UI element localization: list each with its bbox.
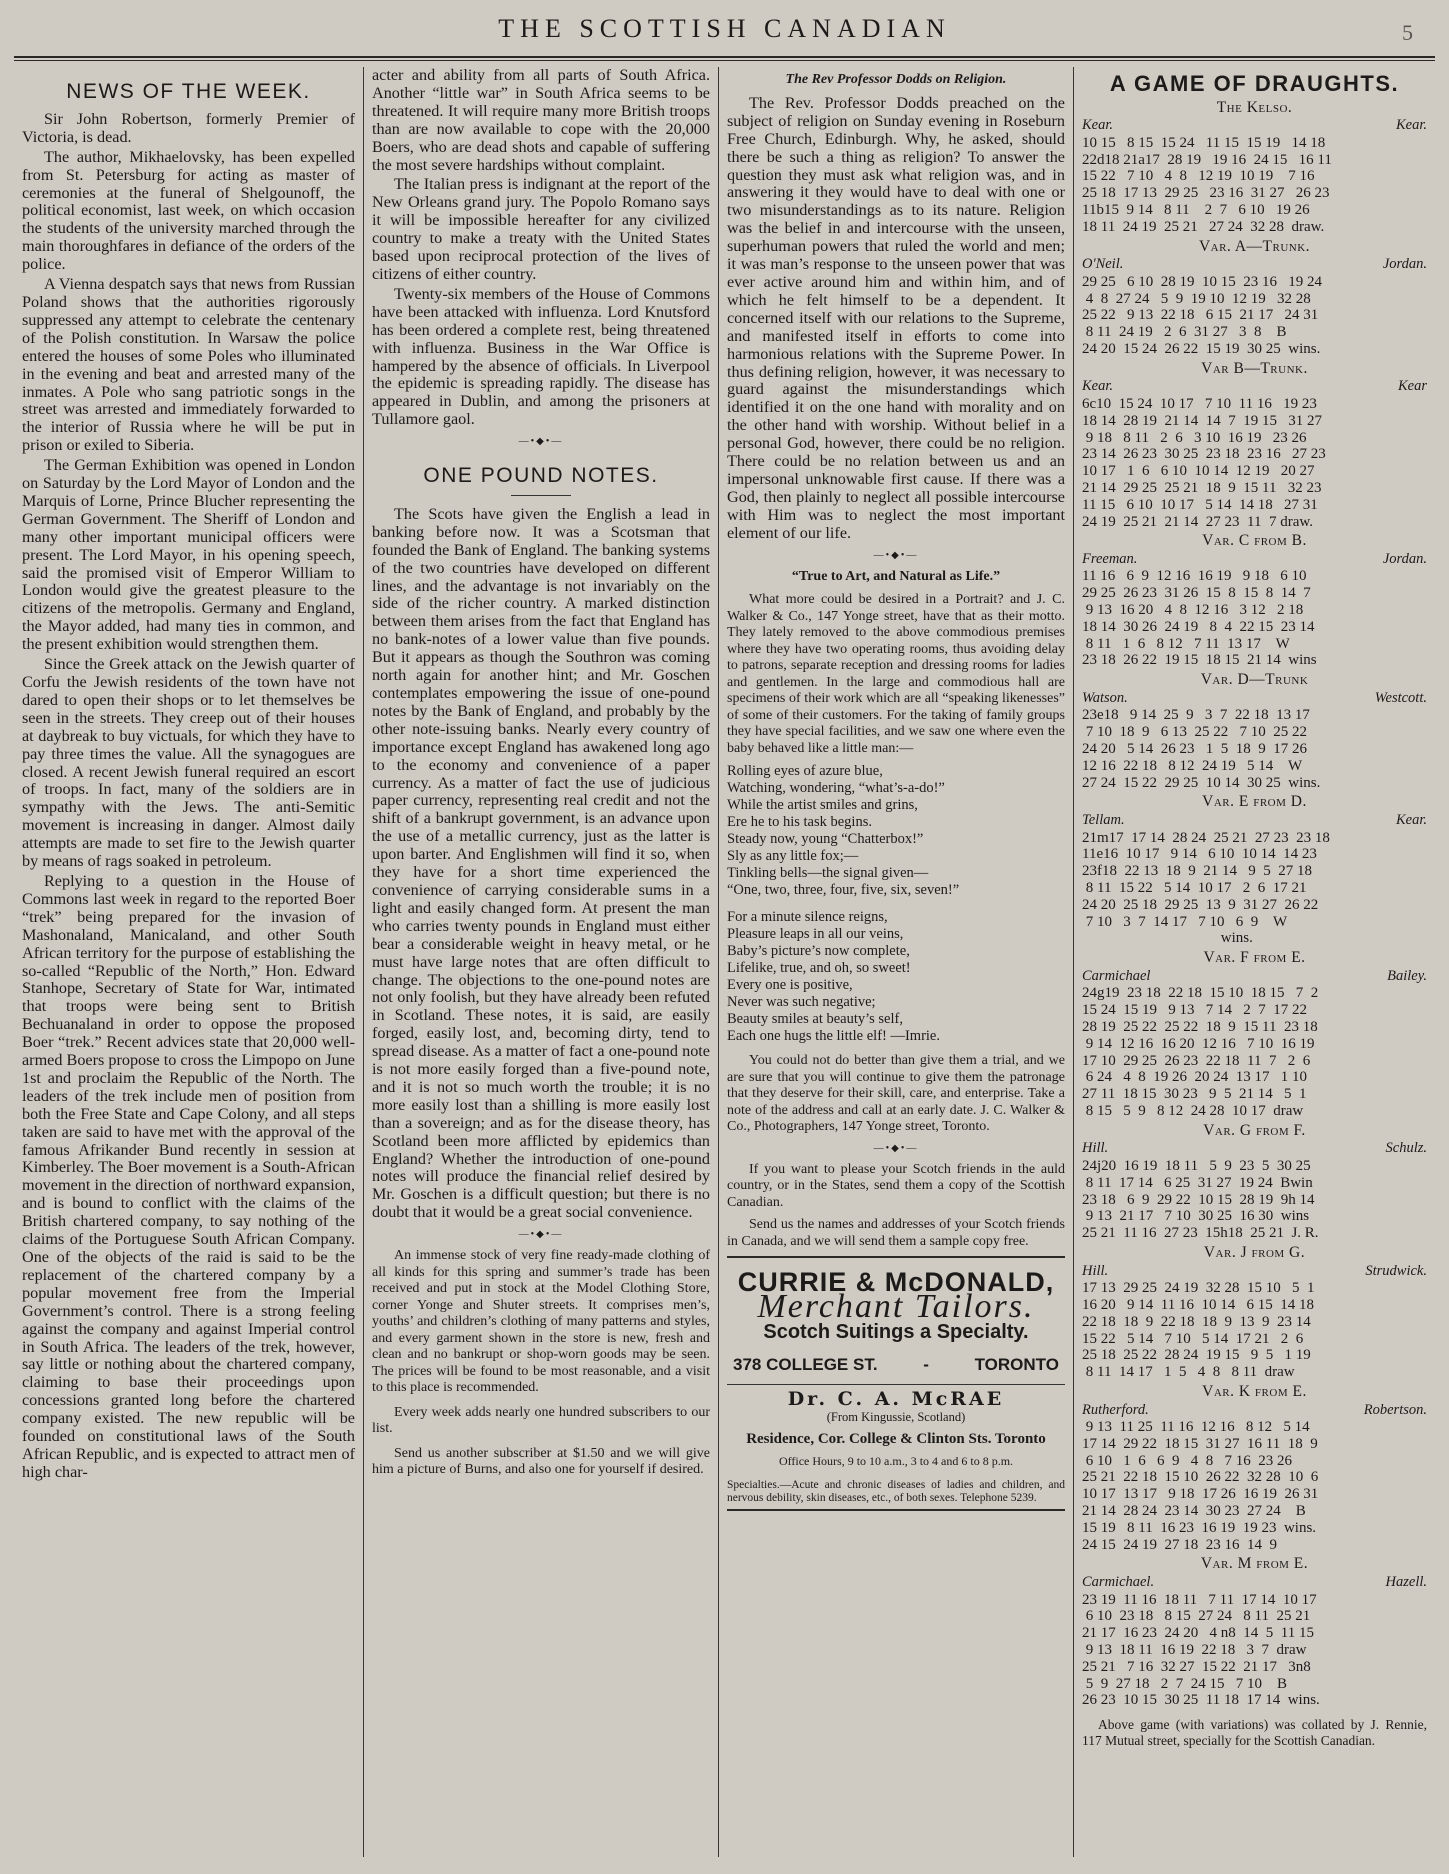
variation-players [1082, 812, 1427, 830]
draughts-variation [1082, 360, 1427, 531]
poem-line: “One, two, three, four, five, six, seven!” [727, 882, 960, 899]
draughts-variation [1082, 671, 1427, 791]
variation-players [1082, 968, 1427, 986]
player-right: Strudwick. [1365, 1262, 1427, 1279]
variation-title: Var. K from E. [1202, 1382, 1307, 1400]
draughts-variation [1082, 532, 1427, 669]
tailor-trade: Merchant Tailors. [757, 1288, 1035, 1326]
sample-copy-notice: Send us the names and addresses of your Scotch friends in Canada, and we will send them a sample copy free. [727, 1217, 1065, 1249]
column-notes [364, 67, 719, 1857]
draughts-variation [1082, 1122, 1427, 1242]
poem-line: Baby’s picture’s now complete, [727, 943, 910, 960]
draughts-variation [1082, 1383, 1427, 1554]
variation-moves: 29 25 6 10 28 19 10 15 23 16 19 24 4 8 27 24 5 9 19 10 12 19 32 28 25 22 9 13 22 18 6 15 21 17 24 31 8 11 24 19 2 6 31 27 3 8 B 24 20 15 24 26 22 15 19 30 25 wins. [1082, 273, 1322, 357]
variation-moves: 11 16 6 9 12 16 16 19 9 18 6 10 29 25 26 23 31 26 15 8 15 8 14 7 9 13 16 20 4 8 12 16 3 12 2 18 18 14 30 26 24 19 8 4 22 15 23 14 8 11 1 6 8 12 7 11 13 17 W 23 18 26 22 19 15 18 15 21 14 wins [1082, 568, 1317, 669]
news-paragraph: The German Exhibition was opened in London on Saturday by the Lord Mayor of London and the Marquis of Lorne, Prince Blucher representing the German Government. The Sheriff of London and many other important municipal officers were present. The Lord Mayor, in his opening speech, said the promised visit of Emperor William to London would give the greatest pleasure to the citizens of the metropolis. Germany and England, the Mayor added, had many ties in common, and the present exhibition would strengthen them. [22, 456, 355, 654]
masthead-title: THE SCOTTISH CANADIAN [498, 14, 951, 43]
draughts-variation [1082, 238, 1427, 358]
variation-title: Var. D—Trunk [1200, 671, 1309, 689]
tailor-city: TORONTO [974, 1355, 1059, 1374]
masthead-rule [14, 56, 1435, 61]
friends-notice: If you want to please your Scotch friends in the auld country, or in the States, send them a copy of the Scottish Canadian. [727, 1161, 1065, 1210]
player-left: Kear. [1082, 378, 1114, 395]
draughts-game [1082, 99, 1427, 1710]
pound-notes-article: The Scots have given the English a lead in banking before now. It was a Scotsman that founded the Bank of England. The banking systems of the two countries have developed on different lines, and the advantage is not invariably on the side of the richer country. A marked distinction between them arises from the fact that England has no bank-notes of a lower value than five pounds. But it appears as though the Southron was coming north again for another hint; and Mr. Goschen contemplates empowering the issue of one-pound notes by the Bank of England, and probably by the other note-issuing banks. Nearly every country of importance except England has awakened long ago to the economy and convenience of a paper currency. As a matter of fact the use of judicious paper currency, representing real credit and not the shift of a bankrupt government, is an advance upon the use of a metallic currency, just as the latter is upon barter. And Englishmen will find it so, when they have for a short time experienced the convenience of carrying considerable sums in a light and easily changed form. At present the man who carries twenty pounds in England must either bear a considerable weight in heavy metal, or he must have large notes that are often difficult to change. The objections to the one-pound notes are not only foolish, but they have already been refuted in Scotland. These notes, it is said, are easily forged, easily lost, and, becoming dirty, tend to spread disease. As a matter of fact a one-pound note is not more easily forged than a five-pound note, and it is not so much worth the trouble; it is no more easily lost than a shilling is more easily lost than a sovereign; and as for the disease theory, has Scotland been more afflicted by epidemics than England? Whether the introduction of one-pound notes will produce the financial relief desired by Mr. Goschen is a difficult question; but there is no doubt that it would be a great social convenience. [372, 504, 710, 1222]
poem-line: Beauty smiles at beauty’s self, [727, 1011, 903, 1028]
news-paragraph: A Vienna despatch says that news from Russian Poland shows that the authorities rigorously suppressed any attempt to celebrate the centenary of the Polish constitution. In Warsaw the police entered the houses of some Poles who illuminated in the evening and beat and arrested many of the inmates. A Pole who sang patriotic songs in the street was arrested and immediately forwarded to the interior of Russia where he will be put in prison or exiled to Siberia. [22, 275, 355, 455]
heading-rule [511, 495, 571, 496]
poem-line: Each one hugs the little elf! —Imrie. [727, 1028, 940, 1045]
tailor-street: 378 COLLEGE ST. [733, 1355, 878, 1374]
page-number: 5 [1402, 20, 1413, 45]
poem-stanza-gap [727, 899, 1065, 909]
draughts-variation [1082, 949, 1427, 1120]
variation-moves: 17 13 29 25 24 19 32 28 15 10 5 1 16 20 9 14 11 16 10 14 6 15 14 18 22 18 18 9 22 18 18 9 13 9 23 14 15 22 5 14 7 10 5 14 17 21 2 6 25 18 25 22 28 24 19 15 9 5 1 19 8 11 14 17 1 5 4 8 8 11 draw [1082, 1280, 1315, 1381]
player-left: Carmichael. [1082, 1574, 1155, 1591]
variation-moves: 23 19 11 16 18 11 7 11 17 14 10 17 6 10 23 18 8 15 27 24 8 11 25 21 21 17 16 23 24 20 4 n8 14 5 11 15 9 13 18 11 16 19 22 18 3 7 draw 25 21 7 16 32 27 15 22 21 17 3n8 5 9 27 18 2 7 24 15 7 10 B 26 23 10 15 30 25 11 18 17 14 wins. [1082, 1591, 1320, 1709]
clothing-notice: An immense stock of very fine ready-made clothing of all kinds for this spring and summer’s trade has been received and put in stock at the Model Clothing Store, corner Yonge and Shuter streets. It comprises men’s, youths’ and children’s clothing of many patterns and styles, and every garment shown in the store is new, fresh and clean and no bankrupt or shop-worn goods may be seen. The prices will be found to be most reasonable, and a visit to this place is recommended. [372, 1248, 710, 1396]
variation-players [1082, 256, 1427, 274]
ornament-divider: —•◆•— [518, 436, 564, 448]
player-left: Kear. [1082, 117, 1114, 134]
variation-title: Var. J from G. [1203, 1243, 1306, 1261]
news-paragraph: The Italian press is indignant at the report of the New Orleans grand jury. The Popolo Romano says it will be impossible hereafter for any civilized country to make a treaty with the United States based upon reciprocal protection of the lives of citizens of either country. [372, 175, 710, 283]
column-news [14, 67, 364, 1857]
poem-line: Tinkling bells—the signal given— [727, 865, 929, 882]
draughts-variation [1082, 99, 1427, 236]
column-religion [719, 67, 1074, 1857]
ornament-divider: —•◆•— [873, 1142, 919, 1154]
variation-moves: 9 13 11 25 11 16 12 16 8 12 5 14 17 14 29 22 18 15 31 27 16 11 18 9 6 10 1 6 6 9 4 8 7 16 23 26 25 21 22 18 15 10 26 22 32 28 10 6 10 17 13 17 9 18 17 26 16 19 26 31 21 14 28 24 23 14 30 23 27 24 B 15 19 8 11 16 23 16 19 19 23 wins. 24 15 24 19 27 18 23 16 14 9 [1082, 1419, 1319, 1553]
subscribers-notice: Every week adds nearly one hundred subscribers to our list. [372, 1404, 710, 1437]
news-heading: NEWS OF THE WEEK. [66, 80, 311, 103]
news-paragraph: Since the Greek attack on the Jewish quarter of Corfu the Jewish residents of the town have not dared to open their shops or to let themselves be seen in the streets. They creep out of their houses at daybreak to buy victuals, for which they have to pay three times the value. All the synagogues are closed. A recent Jewish funeral required an escort of troops. In fact, many of the soldiers are in sympathy with the Jews. The anti-Semitic movement is increasing in danger. Almost daily attempts are made to set fire to the Jewish quarter by means of rags soaked in petroleum. [22, 655, 355, 871]
draughts-credit: Above game (with variations) was collated by J. Rennie, 117 Mutual street, specially for the Scottish Canadian. [1082, 1717, 1427, 1749]
column-draughts [1074, 67, 1435, 1857]
news-paragraph: The author, Mikhaelovsky, has been expelled from St. Petersburg for acting as master of ceremonies at the funeral of Shelgounoff, the political economist, last week, on which occasion the students of the university marched through the main thoroughfares in defiance of the orders of the police. [22, 147, 355, 274]
player-left: Carmichael [1082, 967, 1151, 984]
player-right: Jordan. [1382, 550, 1427, 567]
news-continuation: acter and ability from all parts of South Africa. Another “little war” in South Africa seems to be threatened. It will require many more British troops than are now available to cope with the 20,000 Boers, who are dead shots and capable of suffering the most severe hardships without complaint. [372, 67, 710, 174]
player-right: Robertson. [1363, 1401, 1427, 1418]
variation-moves: 24j20 16 19 18 11 5 9 23 5 30 25 8 11 17 14 6 25 31 27 19 24 Bwin 23 18 6 9 29 22 10 15 28 19 9h 14 9 13 21 17 7 10 30 25 16 30 wins 25 21 11 16 27 23 15h18 25 21 J. R. [1082, 1157, 1319, 1242]
ornament-divider: —•◆•— [873, 549, 919, 561]
poem-line: Ere he to his task begins. [727, 814, 872, 831]
news-paragraph: Twenty-six members of the House of Commons have been attacked with influenza. Lord Knutsford has been ordered a complete rest, being threatened with influenza. Business in the War Office is hampered by the absence of officials. In Liverpool the epidemic is spreading rapidly. The disease has appeared in Dublin, and among the prisoners at Tullamore gaol. [372, 284, 710, 429]
player-right: Bailey. [1387, 967, 1427, 984]
player-right: Westcott. [1374, 689, 1427, 706]
doctor-specialties: Specialties.—Acute and chronic diseases of ladies and children, and nervous debility, skin diseases, etc., of both sexes. Telephone 5239. [727, 1478, 1065, 1504]
player-left: O'Neil. [1082, 256, 1124, 273]
player-right: Schulz. [1385, 1140, 1427, 1157]
pound-notes-heading: ONE POUND NOTES. [423, 464, 659, 488]
poem-line: Watching, wondering, “what’s-a-do!” [727, 780, 945, 797]
doctor-origin: (From Kingussie, Scotland) [826, 1409, 966, 1424]
variation-players [1082, 690, 1427, 708]
draughts-variation [1082, 1244, 1427, 1381]
doctor-residence: Residence, Cor. College & Clinton Sts. Toronto [746, 1430, 1046, 1447]
player-right: Hazell. [1385, 1574, 1427, 1591]
poem-line: Sly as any little fox;— [727, 848, 859, 865]
walker-article: What more could be desired in a Portrait? and J. C. Walker & Co., 147 Yonge street, have that as their motto. They lately removed to the above commodious premises where they have two operating rooms, thus avoiding delay to patrons, separate reception and dressing rooms for ladies and gentlemen. In the large and commodious hall are specimens of their work which are all “speaking likenesses” of some of their customers. For the taking of family groups they have special facilities, and we saw one where even the baby behaved like a little man:— [727, 592, 1065, 756]
address-dash: - [923, 1355, 929, 1374]
poem-line: For a minute silence reigns, [727, 909, 888, 926]
poem-line: Steady now, young “Chatterbox!” [727, 831, 924, 848]
poem-line: Lifelike, true, and oh, so sweet! [727, 960, 911, 977]
variation-moves: 10 15 8 15 15 24 11 15 15 19 14 18 22d18 21a17 28 19 19 16 24 15 16 11 15 22 7 10 4 8 12 19 10 19 7 16 25 18 17 13 29 25 23 16 31 27 26 23 11b15 9 14 8 11 2 7 6 10 19 26 18 11 24 19 25 21 27 24 32 28 draw. [1082, 134, 1332, 235]
player-left: Tellam. [1082, 812, 1125, 829]
variation-title: Var. E from D. [1202, 793, 1307, 811]
poem-line: While the artist smiles and grins, [727, 797, 918, 814]
player-right: Jordan. [1382, 256, 1427, 273]
variation-players [1082, 1402, 1427, 1420]
player-left: Rutherford. [1082, 1401, 1149, 1418]
variation-players [1082, 1263, 1427, 1281]
draughts-variation [1082, 793, 1427, 947]
variation-title: Var. A—Trunk. [1198, 237, 1311, 255]
player-right: Kear [1398, 378, 1427, 395]
variation-title: Var. C from B. [1202, 532, 1307, 550]
player-left: Hill. [1082, 1140, 1109, 1157]
news-paragraph: Sir John Robertson, formerly Premier of Victoria, is dead. [22, 109, 355, 146]
masthead [14, 10, 1435, 50]
walker-heading: “True to Art, and Natural as Life.” [791, 569, 1001, 585]
draughts-variation [1082, 1555, 1427, 1709]
player-left: Freeman. [1082, 550, 1138, 567]
office-hours: Office Hours, 9 to 10 a.m., 3 to 4 and 6 to 8 p.m. [778, 1453, 1014, 1468]
tailor-firm-name: CURRIE & McDONALD, [737, 1267, 1055, 1298]
poem-line: Never was such negative; [727, 994, 876, 1011]
news-paragraph: Replying to a question in the House of Commons last week in regard to the reported Boer “trek” being prepared for the invasion of Mashonaland, Manicaland, and other South African territory for the purpose of establishing the so-called “Republic of the North,” Hon. Edward Stanhope, Secretary of State for War, intimated that troops were being sent to British Bechuanaland in order to oppose the proposed Boer “trek.” Recent advices state that 20,000 well-armed Boers propose to cross the Limpopo on June 1st and proclaim the Republic of the North. The leaders of the trek include men of position from both the Free State and Cape Colony, and all steps taken are said to have met with the approval of the famous Afrikander Bund recently in session at Kimberley. The Boer movement is a South-African movement in the direction of northward expansion, and is bound to conflict with the claims of the British chartered company, to say nothing of the claims of the Portuguese South African Company. One of the objects of the raid is said to be the replacement of the chartered company by a popular movement free from the Imperial Government’s control. There is a strong feeling against the company and against Imperial control in South Africa. The leaders of the trek, however, say little or nothing about the chartered company, claiming to base their proceedings upon concessions granted long before the chartered company existed. The new republic will be founded on constitutional laws of the South African Republic, and is expected to attract men of high char- [22, 871, 355, 1481]
burns-notice: Send us another subscriber at $1.50 and we will give him a picture of Burns, and also one for yourself if desired. [372, 1445, 710, 1478]
variation-moves: 21m17 17 14 28 24 25 21 27 23 23 18 11e16 10 17 9 14 6 10 10 14 14 23 23f18 22 13 18 9 21 14 9 5 27 18 8 11 15 22 5 14 10 17 2 6 17 21 24 20 25 18 29 25 13 9 31 27 26 22 7 10 3 7 14 17 7 10 6 9 W wins. [1082, 829, 1330, 947]
doctor-name: Dr. C. A. McRAE [727, 1384, 1065, 1409]
variation-moves: 24g19 23 18 22 18 15 10 18 15 7 2 15 24 15 19 9 13 7 14 2 7 17 22 28 19 25 22 25 22 18 9 15 11 23 18 9 14 12 16 16 20 12 16 7 10 16 19 17 10 29 25 26 23 22 18 11 7 2 6 6 24 4 8 19 26 20 24 13 17 1 10 27 11 18 15 30 23 9 5 21 14 5 1 8 15 5 9 8 12 24 28 10 17 draw [1082, 985, 1319, 1119]
advertisement-box [727, 1256, 1065, 1510]
variation-players [1082, 117, 1427, 135]
variation-title: The Kelso. [1216, 98, 1293, 116]
poem-line: Pleasure leaps in all our veins, [727, 926, 904, 943]
tailor-specialty: Scotch Suitings a Specialty. [763, 1321, 1029, 1344]
ornament-divider: —•◆•— [518, 1229, 564, 1241]
poem [727, 763, 1065, 1045]
variation-players [1082, 551, 1427, 569]
variation-title: Var. F from E. [1203, 949, 1306, 967]
player-right: Kear. [1395, 812, 1427, 829]
draughts-heading: A GAME OF DRAUGHTS. [1109, 71, 1400, 96]
walker-closing: You could not do better than give them a trial, and we are sure that you will continue to give them the patronage that they deserve for their skill, care, and enterprise. Take a note of the address and call at an early date. J. C. Walker & Co., Photographers, 147 Yonge street, Toronto. [727, 1053, 1065, 1135]
player-left: Watson. [1082, 689, 1128, 706]
variation-title: Var B—Trunk. [1201, 359, 1308, 377]
variation-title: Var. M from E. [1200, 1555, 1309, 1573]
variation-players [1082, 1574, 1427, 1592]
variation-moves: 23e18 9 14 25 9 3 7 22 18 13 17 7 10 18 9 6 13 25 22 7 10 25 22 24 20 5 14 26 23 1 5 18 9 17 26 12 16 22 18 8 12 24 19 5 14 W 27 24 15 22 29 25 10 14 30 25 wins. [1082, 707, 1321, 791]
variation-players [1082, 378, 1427, 396]
religion-article: The Rev. Professor Dodds preached on the subject of religion on Sunday evening in Roseburn Free Church, Edinburgh. Why, he asked, should there be such a thing as religion? To answer the question they must ask what religion was, and in answering it they would have to deal with one or two misunderstandings as to its nature. Religion was the belief in and intercourse with the unseen, superhuman powers that ruled the world and men; it was man’s response to the unseen power that was ever active around him and within him, and of which he felt himself to be a dependent. It concerned itself with our relations to the Supreme, and manifested itself in efforts to come into harmonious relations with the Supreme Power. In thus defining religion, however, it was necessary to guard against the misunderstandings which identified it on the one hand with morality and on the other hand with worship. Without belief in a personal God, however, there could be no religion. There could be no relation between us and an impersonal unknowable first cause. If there was a God, then plainly to neglect all possible intercourse with Him was to neglect the most important element of our life. [727, 93, 1065, 542]
player-left: Hill. [1082, 1262, 1109, 1279]
religion-heading: The Rev Professor Dodds on Religion. [785, 72, 1007, 87]
variation-title: Var. G from F. [1203, 1121, 1306, 1139]
variation-players [1082, 1140, 1427, 1158]
variation-moves: 6c10 15 24 10 17 7 10 11 16 19 23 18 14 28 19 21 14 14 7 19 15 31 27 9 18 8 11 2 6 3 10 16 19 23 26 23 14 26 23 30 25 23 18 23 16 27 23 10 17 1 6 6 10 10 14 12 19 20 27 21 14 29 25 25 21 18 9 15 11 32 23 11 15 6 10 10 17 5 14 14 18 27 31 24 19 25 21 21 14 27 23 11 7 draw. [1082, 395, 1326, 530]
player-right: Kear. [1395, 117, 1427, 134]
tailor-address [733, 1356, 1059, 1374]
poem-line: Rolling eyes of azure blue, [727, 763, 883, 780]
poem-line: Every one is positive, [727, 977, 853, 994]
